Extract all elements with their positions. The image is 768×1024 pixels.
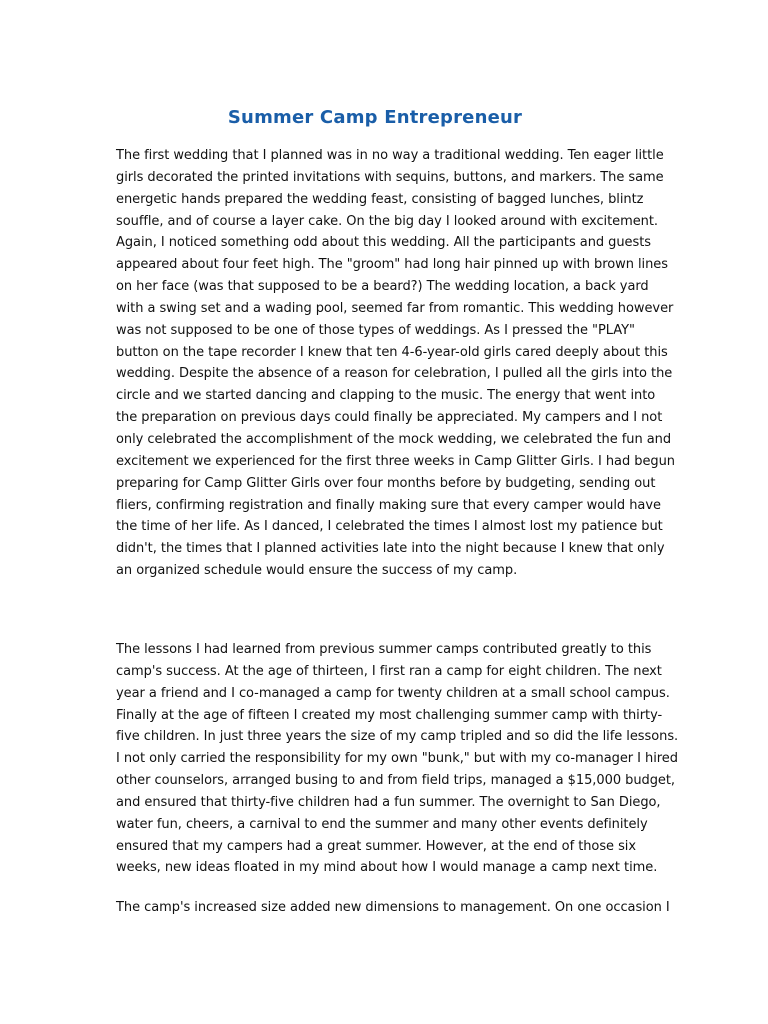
text-line: camp's success. At the age of thirteen, I first ran a camp for eight children. The next	[116, 663, 662, 679]
text-line: I not only carried the responsibility for my own "bunk," but with my co-manager I hired	[116, 751, 678, 767]
text-line: girls decorated the printed invitations with sequins, buttons, and markers. The same	[116, 169, 664, 185]
text-line: energetic hands prepared the wedding feast, consisting of bagged lunches, blintz	[116, 191, 644, 207]
text-line: on her face (was that supposed to be a beard?) The wedding location, a back yard	[116, 279, 649, 295]
text-line: circle and we started dancing and clapping to the music. The energy that went into	[116, 388, 656, 404]
text-line: appeared about four feet high. The "groom" had long hair pinned up with brown lines	[116, 257, 668, 273]
text-line: didn't, the times that I planned activities late into the night because I knew that only	[116, 541, 665, 557]
text-line: Again, I noticed something odd about this wedding. All the participants and guests	[116, 235, 652, 251]
text-line: ensured that my campers had a great summer. However, at the end of those six	[116, 838, 637, 854]
text-line: with a swing set and a wading pool, seemed far from romantic. This wedding however	[116, 300, 674, 316]
text-line: the preparation on previous days could finally be appreciated. My campers and I not	[116, 410, 663, 426]
paragraph-3	[116, 897, 670, 919]
text-line: year a friend and I co-managed a camp for twenty children at a small school campus.	[116, 685, 670, 701]
paragraph-2	[116, 639, 679, 879]
text-line: The lessons I had learned from previous summer camps contributed greatly to this	[116, 642, 652, 657]
text-line: only celebrated the accomplishment of the mock wedding, we celebrated the fun and	[116, 431, 672, 447]
document-title: Summer Camp Entrepreneur	[227, 107, 523, 128]
text-line: The first wedding that I planned was in no way a traditional wedding. Ten eager little	[116, 148, 664, 163]
text-line: preparing for Camp Glitter Girls over four months before by budgeting, sending out	[116, 475, 656, 491]
text-line: an organized schedule would ensure the success of my camp.	[116, 563, 518, 579]
text-line: wedding. Despite the absence of a reason for celebration, I pulled all the girls into the	[116, 366, 673, 382]
text-line: other counselors, arranged busing to and from field trips, managed a $15,000 budget,	[116, 773, 675, 789]
text-line: water fun, cheers, a carnival to end the summer and many other events definitely	[116, 816, 648, 832]
text-line: The camp's increased size added new dimensions to management. On one occasion I	[116, 900, 670, 915]
text-line: and ensured that thirty-five children had a fun summer. The overnight to San Diego,	[116, 794, 661, 810]
text-line: excitement we experienced for the first three weeks in Camp Glitter Girls. I had begun	[116, 453, 675, 469]
text-line: fliers, confirming registration and finally making sure that every camper would have	[116, 497, 661, 513]
text-line: souffle, and of course a layer cake. On the big day I looked around with excitement.	[116, 213, 658, 229]
text-line: was not supposed to be one of those types of weddings. As I pressed the "PLAY"	[116, 322, 635, 338]
text-line: the time of her life. As I danced, I celebrated the times I almost lost my patience but	[116, 519, 663, 535]
text-line: button on the tape recorder I knew that ten 4-6-year-old girls cared deeply about this	[116, 344, 668, 360]
text-line: five children. In just three years the size of my camp tripled and so did the life lessons.	[116, 729, 679, 745]
text-line: weeks, new ideas floated in my mind about how I would manage a camp next time.	[116, 860, 658, 876]
paragraph-1	[116, 145, 675, 582]
text-line: Finally at the age of fifteen I created my most challenging summer camp with thirty-	[116, 707, 663, 723]
